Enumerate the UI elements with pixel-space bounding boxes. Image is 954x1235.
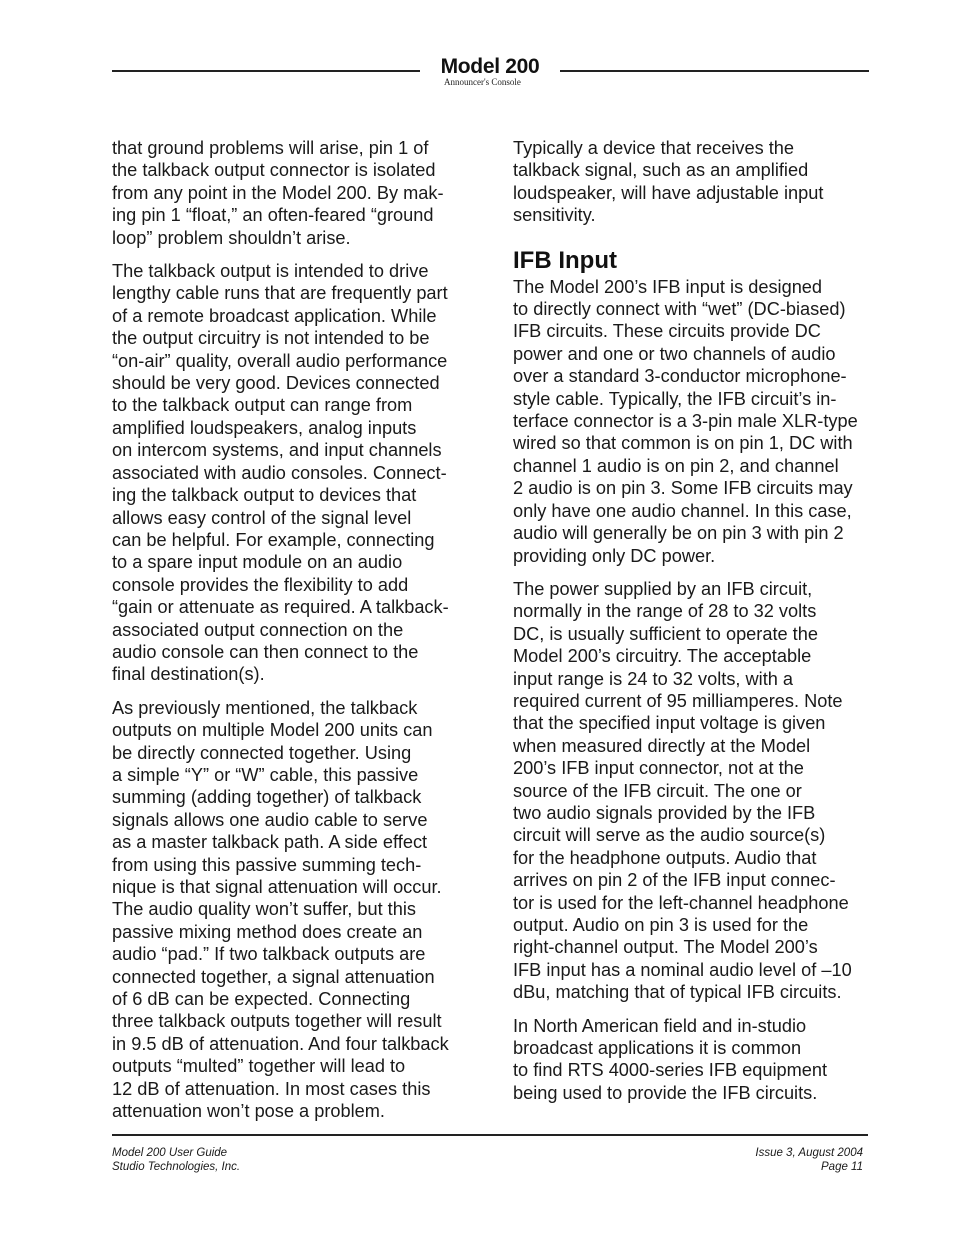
text-line: should be very good. Devices connected xyxy=(112,373,440,394)
text-line: for the headphone outputs. Audio that xyxy=(513,847,817,868)
text-line: normally in the range of 28 to 32 volts xyxy=(513,601,817,622)
text-line: summing (adding together) of talkback xyxy=(112,787,422,808)
text-line: channel 1 audio is on pin 2, and channel xyxy=(513,455,839,476)
text-line: arrives on pin 2 of the IFB input connec- xyxy=(513,870,836,891)
ifb-section-body xyxy=(513,276,873,1105)
text-line: signals allows one audio cable to serve xyxy=(112,809,428,830)
text-line: two audio signals provided by the IFB xyxy=(513,802,816,823)
text-line: allows easy control of the signal level xyxy=(112,507,412,528)
text-line: of a remote broadcast application. While xyxy=(112,305,437,326)
text-line: from any point in the Model 200. By mak- xyxy=(112,182,444,203)
text-line: in 9.5 dB of attenuation. And four talkback xyxy=(112,1033,449,1054)
text-line: power and one or two channels of audio xyxy=(513,343,836,364)
body-paragraph xyxy=(112,697,472,1123)
text-line: to directly connect with “wet” (DC-biased) xyxy=(513,299,846,320)
text-line: IFB circuits. These circuits provide DC xyxy=(513,321,821,342)
text-line: dBu, matching that of typical IFB circuits. xyxy=(513,982,842,1003)
footer-page-number: Page 11 xyxy=(821,1161,863,1173)
text-line: console provides the flexibility to add xyxy=(112,574,409,595)
text-line: The Model 200’s IFB input is designed xyxy=(513,276,823,297)
body-paragraph xyxy=(112,260,472,686)
text-line: be directly connected together. Using xyxy=(112,742,412,763)
text-line: associated with audio consoles. Connect- xyxy=(112,462,447,483)
footer-left xyxy=(112,1146,240,1174)
text-line: final destination(s). xyxy=(112,664,265,685)
text-line: audio will generally be on pin 3 with pin 2 xyxy=(513,523,844,544)
text-line: over a standard 3-conductor microphone- xyxy=(513,366,847,387)
text-line: can be helpful. For example, connecting xyxy=(112,529,435,550)
text-line: circuit will serve as the audio source(s) xyxy=(513,825,826,846)
text-line: audio console can then connect to the xyxy=(112,641,419,662)
text-line: style cable. Typically, the IFB circuit’s in- xyxy=(513,388,837,409)
header-rule-right xyxy=(560,70,869,72)
text-line: 200’s IFB input connector, not at the xyxy=(513,758,804,779)
text-line: associated output connection on the xyxy=(112,619,404,640)
text-line: audio “pad.” If two talkback outputs are xyxy=(112,944,426,965)
footer-rule xyxy=(112,1134,868,1136)
text-line: 12 dB of attenuation. In most cases this xyxy=(112,1078,431,1099)
text-line: As previously mentioned, the talkback xyxy=(112,697,418,718)
text-line: output. Audio on pin 3 is used for the xyxy=(513,915,809,935)
text-line: on intercom systems, and input channels xyxy=(112,440,442,461)
text-line: 2 audio is on pin 3. Some IFB circuits may xyxy=(513,478,853,499)
text-line: only have one audio channel. In this case, xyxy=(513,500,852,521)
text-line: nique is that signal attenuation will occur. xyxy=(112,877,442,897)
text-line: that the specified input voltage is given xyxy=(513,713,826,734)
text-line: “on-air” quality, overall audio performance xyxy=(112,350,448,371)
page-footer xyxy=(0,1134,954,1194)
footer-issue: Issue 3, August 2004 xyxy=(755,1147,863,1159)
logo-subtitle: Announcer's Console xyxy=(444,77,521,87)
body-paragraph xyxy=(513,276,873,567)
footer-right xyxy=(755,1146,863,1174)
text-line: sensitivity. xyxy=(513,205,596,226)
text-line: talkback signal, such as an amplified xyxy=(513,160,809,181)
text-line: The talkback output is intended to drive xyxy=(112,261,429,282)
text-line: input range is 24 to 32 volts, with a xyxy=(513,668,794,689)
text-line: from using this passive summing tech- xyxy=(112,854,422,875)
body-paragraph xyxy=(513,1015,873,1105)
footer-company: Studio Technologies, Inc. xyxy=(112,1161,241,1173)
text-line: lengthy cable runs that are frequently part xyxy=(112,283,448,304)
header-rule-left xyxy=(112,70,420,72)
logo-title: Model 200 xyxy=(440,55,540,78)
text-line: ing the talkback output to devices that xyxy=(112,485,417,506)
text-line: passive mixing method does create an xyxy=(112,921,423,942)
text-line: Typically a device that receives the xyxy=(513,138,795,158)
text-line: terface connector is a 3-pin male XLR-type xyxy=(513,411,858,432)
text-line: “gain or attenuate as required. A talkback- xyxy=(112,597,449,618)
text-line: to a spare input module on an audio xyxy=(112,552,403,573)
text-line: amplified loudspeakers, analog inputs xyxy=(112,417,417,438)
text-line: tor is used for the left-channel headphone xyxy=(513,892,849,913)
text-line: right-channel output. The Model 200’s xyxy=(513,937,818,958)
text-line: as a master talkback path. A side effect xyxy=(112,832,428,853)
text-line: In North American field and in-studio xyxy=(513,1015,807,1036)
left-column xyxy=(112,137,472,1133)
page-header xyxy=(0,0,954,100)
text-line: a simple “Y” or “W” cable, this passive xyxy=(112,764,419,785)
text-line: to the talkback output can range from xyxy=(112,395,413,416)
text-line: that ground problems will arise, pin 1 of xyxy=(112,138,429,158)
text-line: required current of 95 milliamperes. Note xyxy=(513,690,843,711)
intro-paragraph xyxy=(513,137,873,227)
body-paragraph xyxy=(513,578,873,1004)
text-line: The audio quality won’t suffer, but this xyxy=(112,899,416,920)
text-line: to find RTS 4000-series IFB equipment xyxy=(513,1060,828,1081)
text-line: outputs “multed” together will lead to xyxy=(112,1056,406,1077)
text-line: the talkback output connector is isolated xyxy=(112,160,436,181)
text-line: DC, is usually sufficient to operate the xyxy=(513,623,818,644)
text-line: attenuation won’t pose a problem. xyxy=(112,1101,385,1122)
text-line: Model 200’s circuitry. The acceptable xyxy=(513,646,812,667)
text-line: the output circuitry is not intended to be xyxy=(112,328,430,349)
text-line: ing pin 1 “float,” an often-feared “ground xyxy=(112,205,434,226)
right-column xyxy=(513,137,873,1115)
text-line: loop” problem shouldn’t arise. xyxy=(112,227,351,248)
section-heading-ifb-input: IFB Input xyxy=(513,246,617,274)
text-line: providing only DC power. xyxy=(513,545,716,566)
text-line: being used to provide the IFB circuits. xyxy=(513,1082,818,1103)
text-line: IFB input has a nominal audio level of –10 xyxy=(513,959,852,980)
text-line: The power supplied by an IFB circuit, xyxy=(513,578,813,599)
text-line: loudspeaker, will have adjustable input xyxy=(513,182,824,203)
text-line: when measured directly at the Model xyxy=(513,735,811,756)
text-line: wired so that common is on pin 1, DC with xyxy=(513,433,853,454)
text-line: source of the IFB circuit. The one or xyxy=(513,780,802,801)
text-line: of 6 dB can be expected. Connecting xyxy=(112,989,411,1010)
footer-guide-title: Model 200 User Guide xyxy=(112,1147,228,1159)
text-line: three talkback outputs together will result xyxy=(112,1011,442,1032)
model-200-logo xyxy=(424,56,556,87)
body-paragraph xyxy=(112,137,472,249)
text-line: outputs on multiple Model 200 units can xyxy=(112,720,433,741)
text-line: broadcast applications it is common xyxy=(513,1038,802,1059)
text-line: connected together, a signal attenuation xyxy=(112,966,435,987)
